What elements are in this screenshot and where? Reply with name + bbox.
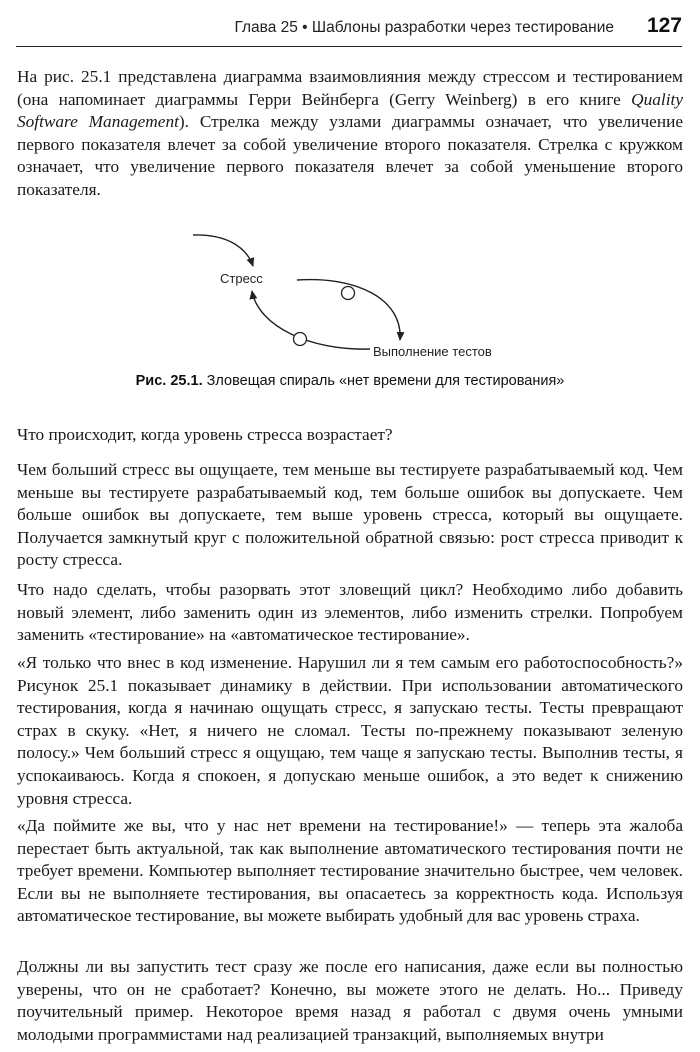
caption-text: Зловещая спираль «нет времени для тестирования» <box>206 373 565 389</box>
node-tests: Выполнение тестов <box>373 344 492 359</box>
intro-paragraph <box>17 66 683 202</box>
running-header <box>16 12 682 47</box>
incoming-arrow <box>193 235 253 266</box>
para-stress-cycle <box>17 459 683 572</box>
para-automated-testing <box>17 652 683 810</box>
caption-label: Рис. 25.1. <box>135 373 203 389</box>
negative-link-circle-lower <box>294 333 307 346</box>
negative-link-circle-upper <box>342 287 355 300</box>
paragraph: Чем больший стресс вы ощущаете, тем меньше вы тестируете разрабатываемый код. Чем меньше вы тестируете разрабатываемый код, тем больше ошибок вы допускаете. Чем больше ошибок вы допускаете, тем выше уровень стресса, который вы ощущаете. Получается замкнутый круг с положительной обратной связью: рост стресса приводит к росту стресса. <box>17 460 683 570</box>
para-no-time <box>17 815 683 928</box>
figure-diagram <box>0 216 700 396</box>
book-title: Quality Software Management <box>17 89 683 132</box>
para-run-test <box>17 956 683 1046</box>
node-stress: Стресс <box>220 271 263 286</box>
para-break-cycle <box>17 579 683 647</box>
paragraph: Должны ли вы запустить тест сразу же после его написания, даже если вы полностью уверены, что он не сработает? Конечно, вы можете этого не делать. Но... Приведу поучительный пример. Некоторое время назад я работал с двумя очень умными молодыми программистами над реализацией транзакций, выполняемых внутри <box>17 957 683 1044</box>
intro-text-end: ). Стрелка между узлами диаграммы означает, что увеличение первого показателя влечет за собой увеличение второго показателя. Стрелка с кружком означает, что увеличение первого показателя влечет за собой уменьшение второго показателя. <box>17 112 683 199</box>
page-number: 127 <box>646 14 682 37</box>
paragraph: «Я только что внес в код изменение. Нарушил ли я тем самым его работоспособность?» Рисунок 25.1 показывает динамику в действии. При использовании автоматического тестирования, когда я начинаю ощущать стресс, я запускаю тесты. Тесты превращают страх в скуку. «Нет, я ничего не сломал. Тесты по-прежнему показывают зеленую полосу.» Чем больший стресс я ощущаю, тем чаще я запускаю тесты. Выполнив тесты, я успокаиваюсь. Когда я спокоен, я допускаю меньше ошибок, а это ведет к снижению уровня стресса. <box>17 653 683 808</box>
para-question <box>17 424 683 447</box>
figure-caption <box>0 373 700 389</box>
paragraph: Что надо сделать, чтобы разорвать этот зловещий цикл? Необходимо либо добавить новый элемент, либо заменить один из элементов, либо изменить стрелки. Попробуем заменить «тестирование» на «автоматическое тестирование». <box>17 580 683 645</box>
paragraph: «Да поймите же вы, что у нас нет времени на тестирование!» — теперь эта жалоба перестает быть актуальной, так как выполнение автоматического тестирования почти не требует времени. Компьютер выполняет тестирование значительно быстрее, чем человек. Если вы не выполняете тестирования, вы опасаетесь за корректность кода. Используя автоматическое тестирование, вы можете выбирать удобный для вас уровень страха. <box>17 816 683 926</box>
chapter-title: Глава 25 • Шаблоны разработки через тестирование <box>234 19 614 36</box>
arrow-tests-to-stress <box>252 291 370 349</box>
intro-text-start: На рис. 25.1 представлена диаграмма взаимовлияния между стрессом и тестированием (она напоминает диаграммы Герри Вейнберга (Gerry Weinberg) в его книге <box>17 67 683 109</box>
paragraph: Что происходит, когда уровень стресса возрастает? <box>17 425 393 444</box>
